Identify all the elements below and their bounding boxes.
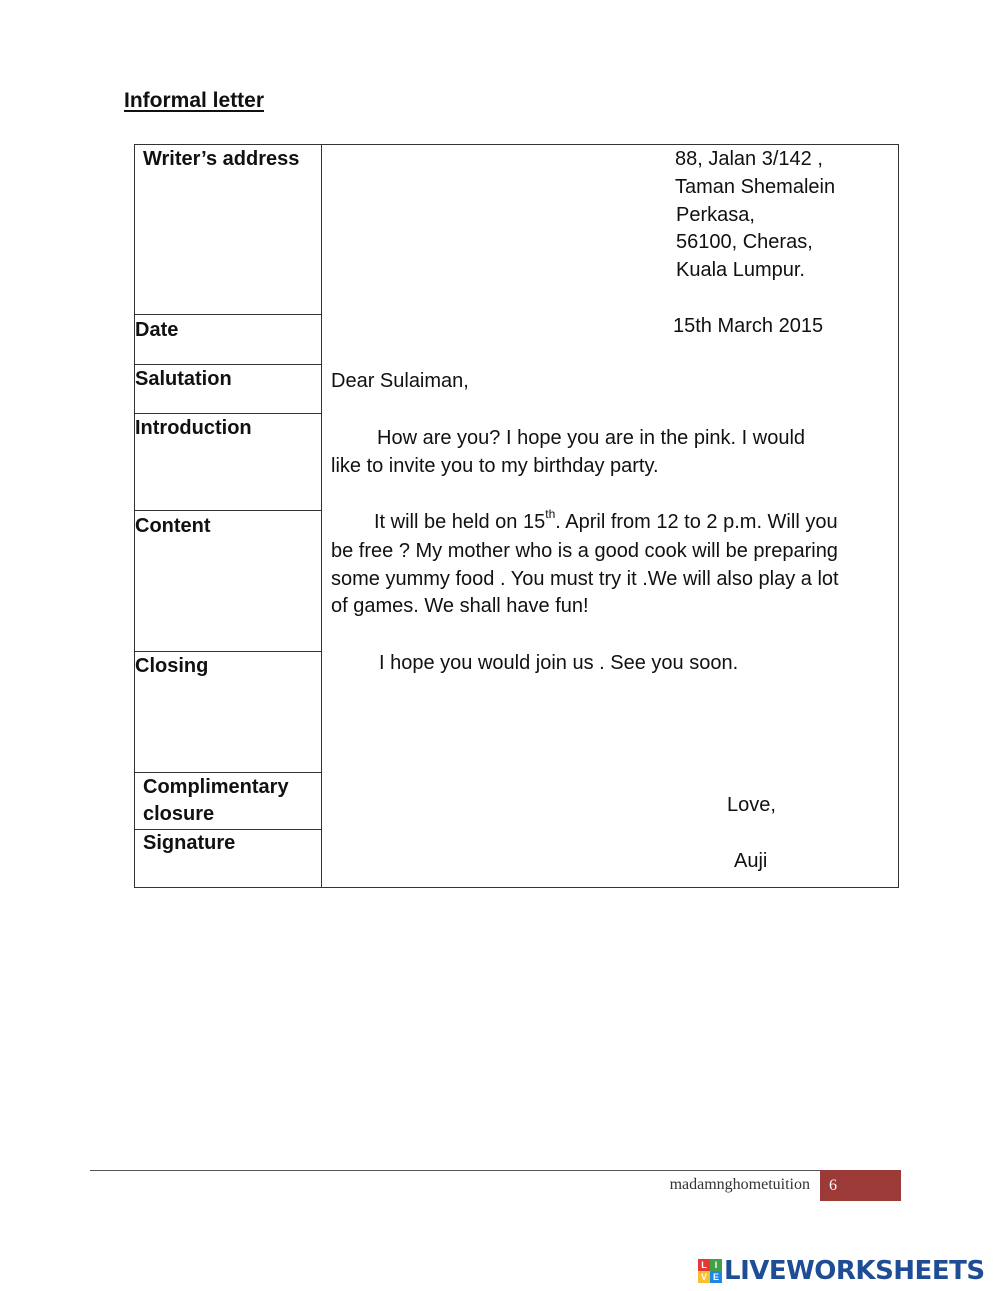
footer-rule xyxy=(90,1170,900,1171)
letter-salutation: Dear Sulaiman, xyxy=(331,370,469,392)
address-line: 88, Jalan 3/142 , xyxy=(675,148,823,170)
intro-line: How are you? I hope you are in the pink. I would xyxy=(377,427,806,449)
page-title: Informal letter xyxy=(124,89,265,112)
logo-tile: E xyxy=(710,1271,722,1283)
letter-date: 15th March 2015 xyxy=(673,315,824,337)
row-divider xyxy=(134,364,322,365)
address-line: Kuala Lumpur. xyxy=(676,259,805,281)
label-salutation: Salutation xyxy=(135,368,232,390)
liveworksheets-logo xyxy=(698,1256,998,1286)
address-line: Taman Shemalein xyxy=(675,176,836,198)
content-line: some yummy food . You must try it .We will also play a lot xyxy=(331,568,839,590)
content-line: be free ? My mother who is a good cook will be preparing xyxy=(331,540,838,562)
content-line xyxy=(374,508,838,536)
label-signature: Signature xyxy=(143,832,236,854)
row-divider xyxy=(134,651,322,652)
logo-tile: I xyxy=(710,1259,722,1271)
logo-tile: L xyxy=(698,1259,710,1271)
ordinal-suffix: th xyxy=(545,507,556,522)
closing-line: I hope you would join us . See you soon. xyxy=(379,652,739,674)
content-line: of games. We shall have fun! xyxy=(331,595,589,617)
footer-site-name: madamnghometuition xyxy=(669,1176,810,1193)
logo-tile: V xyxy=(698,1271,710,1283)
label-writers-address: Writer’s address xyxy=(143,148,300,170)
letter-signature: Auji xyxy=(734,850,768,872)
column-divider xyxy=(321,144,322,888)
row-divider xyxy=(134,314,322,315)
row-divider xyxy=(134,510,322,511)
label-introduction: Introduction xyxy=(135,417,252,439)
page-number: 6 xyxy=(820,1170,901,1201)
address-line: 56100, Cheras, xyxy=(676,231,813,253)
label-closing: Closing xyxy=(135,655,209,677)
row-divider xyxy=(134,413,322,414)
label-complimentary-closure-2: closure xyxy=(143,803,215,825)
address-line: Perkasa, xyxy=(676,204,755,226)
content-text: It will be held on 15 xyxy=(374,511,546,533)
liveworksheets-logo-icon xyxy=(698,1259,722,1283)
row-divider xyxy=(134,772,322,773)
label-complimentary-closure: Complimentary xyxy=(143,776,289,798)
label-content: Content xyxy=(135,515,211,537)
label-date: Date xyxy=(135,319,179,341)
intro-line: like to invite you to my birthday party. xyxy=(331,455,659,477)
content-text: . April from 12 to 2 p.m. Will you xyxy=(555,511,838,533)
liveworksheets-logo-text: LIVEWORKSHEETS xyxy=(724,1256,985,1286)
letter-complimentary-closure: Love, xyxy=(727,794,776,816)
